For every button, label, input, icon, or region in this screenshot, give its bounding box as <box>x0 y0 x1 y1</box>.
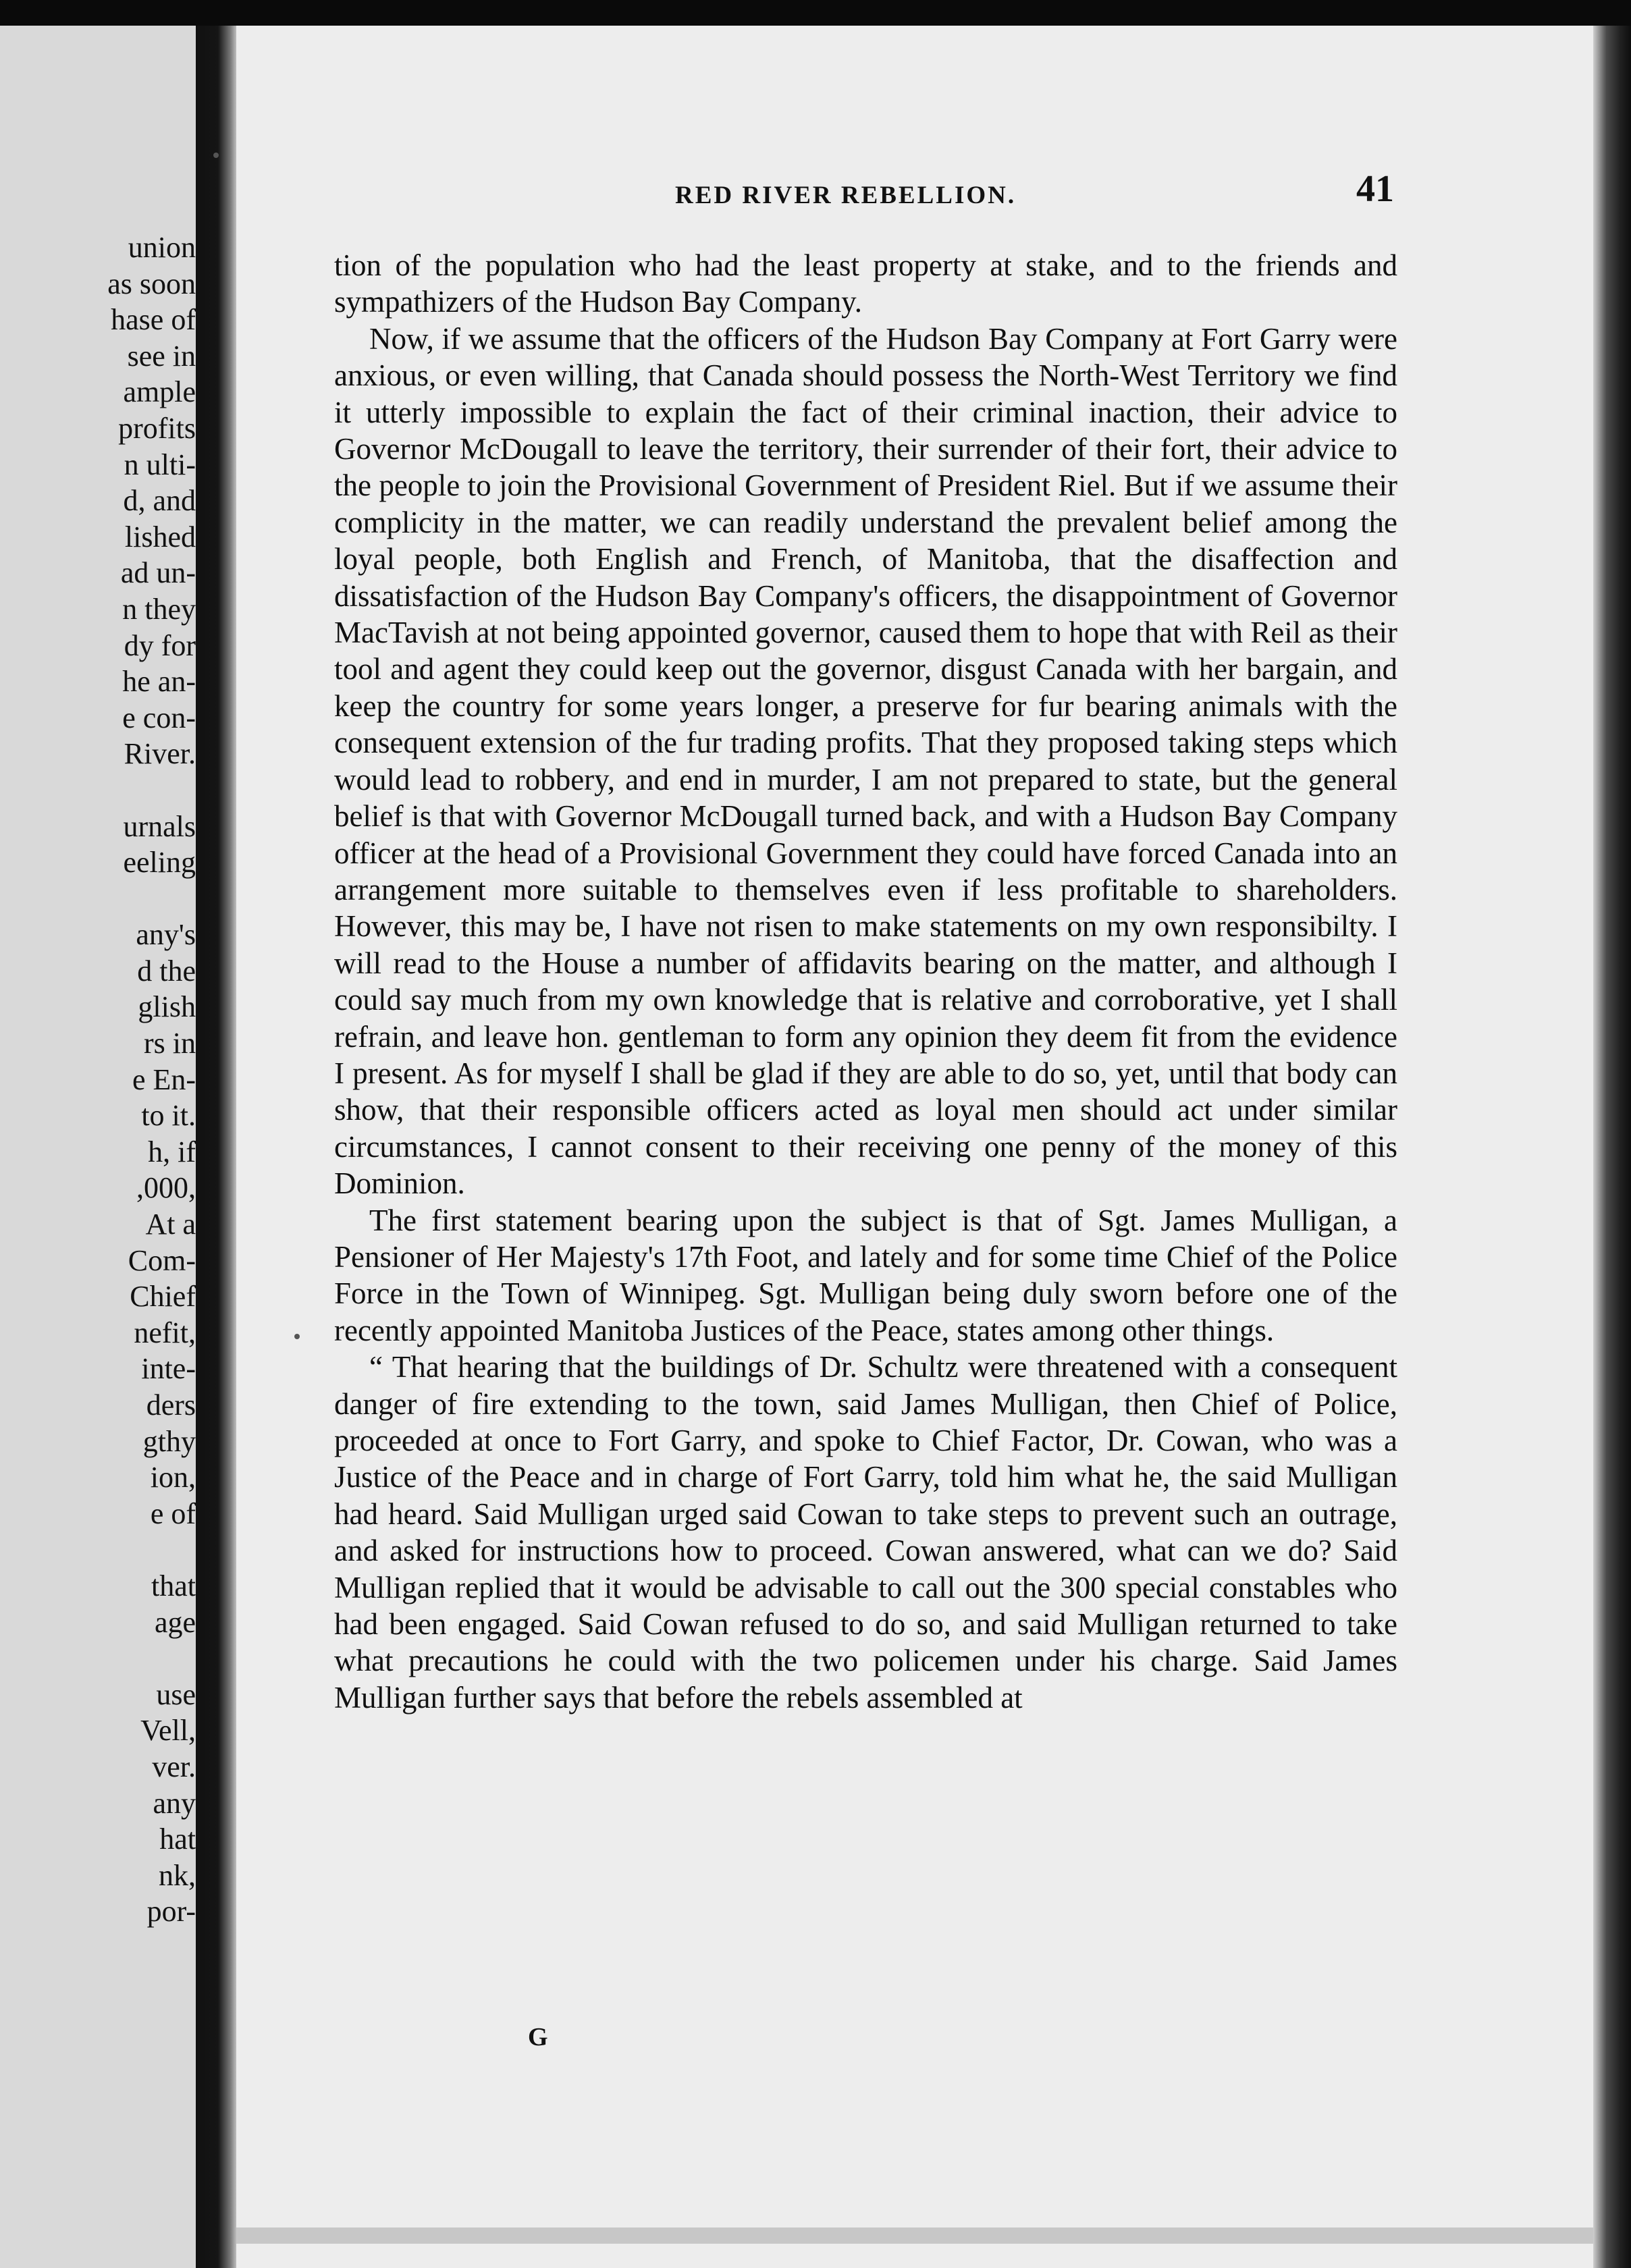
scan-top-edge <box>0 0 1631 26</box>
page-edge-shadow <box>1593 26 1631 2268</box>
facing-page-line: inte- <box>141 1352 196 1386</box>
page-bottom-edge <box>236 2228 1593 2244</box>
facing-page-line <box>61 1640 196 1677</box>
facing-page-line: ders <box>146 1388 196 1422</box>
facing-page-line: union <box>128 231 196 264</box>
facing-page-line: glish <box>138 990 196 1024</box>
facing-page-text-fragments <box>61 230 196 1930</box>
facing-page-line: profits <box>118 411 196 445</box>
paragraph-quotation: “ That hearing that the buildings of Dr. Schultz were threatened with a consequent danger of fire extending to the town, said James Mulligan, then Chief of Police, proceeded at once to Fort Garry, and spoke to Chief Factor, Dr. Cowan, who was a Justice of the Peace and in charge of Fort Garry, told him what he, the said Mulligan had heard. Said Mulligan urged said Cowan to take steps to prevent such an outrage, and asked for instructions how to proceed. Cowan answered, what can we do? Said Mulligan replied that it would be advisable to call out the 300 special constables who had been engaged. Said Cowan refused to do so, and said Mulligan returned to take what precautions he could with the two policemen under his charge. Said James Mulligan further says that before the rebels assembled at <box>334 1350 1397 1714</box>
facing-page-line: e con- <box>122 701 196 734</box>
facing-page-line: nefit, <box>134 1316 196 1349</box>
facing-page-line: rs in <box>144 1027 196 1060</box>
facing-page-line: ion, <box>150 1461 196 1494</box>
page-number: 41 <box>1356 168 1394 210</box>
book-gutter <box>196 26 236 2268</box>
facing-page-line: eeling <box>123 846 196 880</box>
facing-page-line: Com- <box>128 1243 196 1277</box>
ink-speck <box>213 153 219 158</box>
facing-page-line: he an- <box>122 665 196 699</box>
facing-page-line: urnals <box>123 809 196 843</box>
facing-page-line: n ulti- <box>124 448 196 481</box>
paragraph-continuation: tion of the population who had the least property at stake, and to the friends and sympathizers of the Hudson Bay Company. <box>334 248 1397 319</box>
facing-page-line: River. <box>124 737 196 771</box>
running-head: RED RIVER REBELLION. <box>675 182 1017 209</box>
facing-page-line: h, if <box>148 1135 196 1168</box>
facing-page-line: any <box>153 1786 196 1820</box>
facing-page-line: dy for <box>124 628 196 662</box>
facing-page-line: e En- <box>132 1062 196 1096</box>
facing-page-line: por- <box>146 1895 196 1928</box>
facing-page-line: hat <box>159 1823 196 1856</box>
facing-page-line: use <box>156 1677 196 1711</box>
facing-page-line <box>61 881 196 917</box>
facing-page-line: age <box>154 1605 196 1639</box>
facing-page-line: lished <box>124 520 196 554</box>
facing-page <box>0 26 196 2268</box>
facing-page-line: ver. <box>152 1750 196 1783</box>
facing-page-line: to it. <box>141 1099 196 1133</box>
facing-page-line: d the <box>137 954 196 988</box>
facing-page-line: Chief <box>130 1280 196 1314</box>
facing-page-line: At a <box>145 1208 196 1241</box>
facing-page-line: e of <box>150 1496 196 1530</box>
facing-page-line: d, and <box>123 484 196 518</box>
facing-page-line: as soon <box>107 267 196 300</box>
facing-page-line: nk, <box>159 1858 196 1892</box>
facing-page-line: n they <box>122 592 196 626</box>
ink-speck <box>294 1334 300 1339</box>
facing-page-line: gthy <box>142 1424 196 1458</box>
paragraph: The first statement bearing upon the subject is that of Sgt. James Mulligan, a Pensioner of Her Majesty's 17th Foot, and lately and for some time Chief of the Police Force in the Town of Winnipeg. Sgt. Mulligan being duly sworn before one of the recently appointed Manitoba Justices of the Peace, states among other things. <box>334 1203 1397 1347</box>
facing-page-line <box>61 1532 196 1568</box>
facing-page-line: that <box>151 1569 196 1602</box>
facing-page-line: ,000, <box>136 1171 196 1205</box>
facing-page-line: see in <box>127 339 196 373</box>
signature-mark: G <box>528 2023 548 2051</box>
facing-page-line <box>61 772 196 809</box>
body-text <box>334 247 1397 1716</box>
paragraph: Now, if we assume that the officers of the Hudson Bay Company at Fort Garry were anxious, or even willing, that Canada should possess the North-West Territory we find it utterly impossible to explain the fact of their criminal inaction, their advice to Governor McDougall to leave the territory, their surrender of their fort, their advice to the people to join the Provisional Government of President Riel. But if we assume their complicity in the matter, we can readily understand the prevalent belief among the loyal people, both English and French, of Manitoba, that the disaffection and dissatisfaction of the Hudson Bay Company's officers, the disappointment of Governor MacTavish at not being appointed governor, caused them to hope that with Reil as their tool and agent they could keep out the governor, disgust Canada with her bargain, and keep the country for some years longer, a preserve for fur bearing animals with the consequent extension of the fur trading profits. That they proposed taking steps which would lead to robbery, and end in murder, I am not prepared to state, but the general belief is that with Governor McDougall turned back, and with a Hudson Bay Company officer at the head of a Provisional Government they could have forced Canada into an arrangement more suitable to themselves even if less profitable to shareholders. However, this may be, I have not risen to make statements on my own responsibilty. I will read to the House a number of affidavits bearing on the matter, and although I could say much from my own knowledge that is relative and corroborative, yet I shall refrain, and leave hon. gentleman to form any opinion they deem fit from the evidence I present. As for myself I shall be glad if they are able to do so, yet, until that body can show, that their responsible officers acted as loyal men should act under similar circumstances, I cannot consent to their receiving one penny of the money of this Dominion. <box>334 321 1397 1201</box>
facing-page-line: any's <box>136 918 196 952</box>
facing-page-line: ad un- <box>120 556 196 590</box>
facing-page-line: ample <box>123 375 196 409</box>
facing-page-line: hase of <box>111 303 196 337</box>
facing-page-line: Vell, <box>140 1714 196 1748</box>
